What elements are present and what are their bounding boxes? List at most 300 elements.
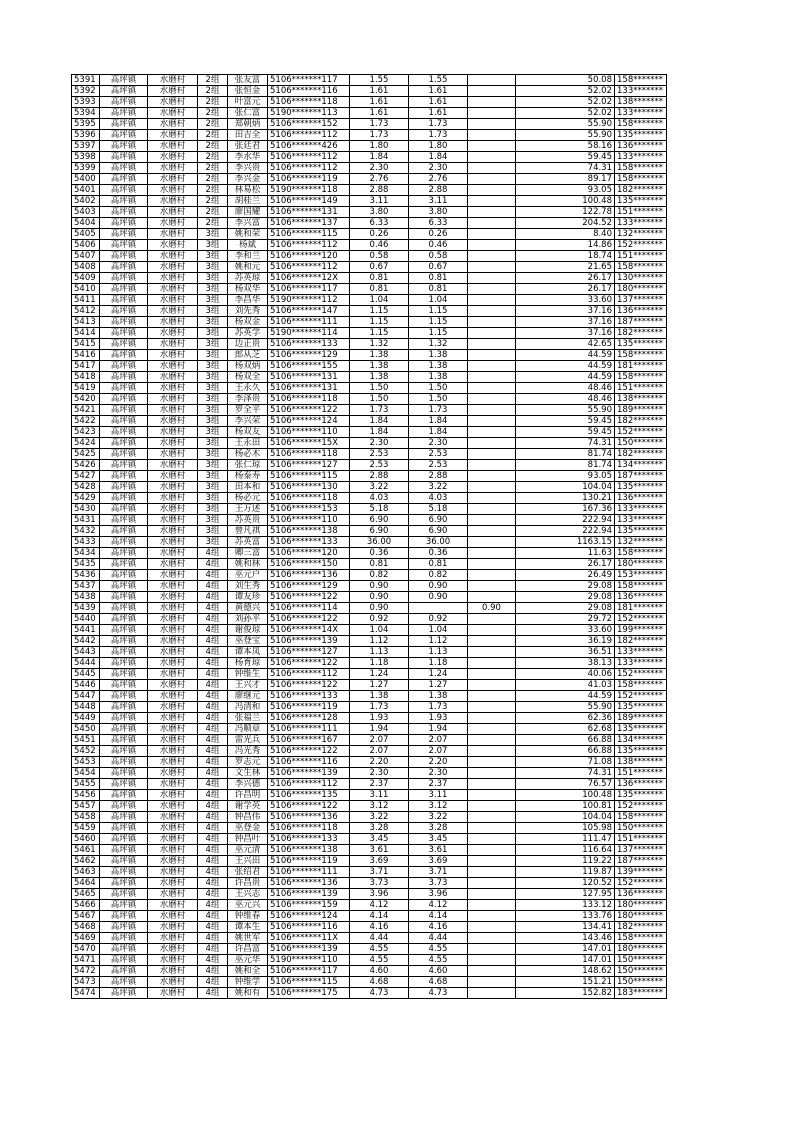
table-row: [72, 955, 667, 966]
cell-village: 水磨村: [148, 460, 198, 471]
cell-village: 水磨村: [148, 603, 198, 614]
cell-id-number: 5106*******115: [268, 471, 350, 482]
cell-group: 2组: [198, 152, 228, 163]
cell-amount: 33.60: [516, 295, 615, 306]
cell-area-1: 2.30: [350, 768, 409, 779]
cell-village: 水磨村: [148, 526, 198, 537]
cell-area-3: [468, 779, 516, 790]
table-row: [72, 350, 667, 361]
cell-amount: 26.17: [516, 559, 615, 570]
cell-area-1: 36.00: [350, 537, 409, 548]
cell-group: 3组: [198, 317, 228, 328]
cell-area-2: 0.46: [409, 240, 468, 251]
cell-town: 高坪镇: [100, 471, 148, 482]
cell-village: 水磨村: [148, 284, 198, 295]
cell-id-number: 5106*******133: [268, 537, 350, 548]
cell-town: 高坪镇: [100, 768, 148, 779]
cell-area-2: 1.12: [409, 636, 468, 647]
cell-village: 水磨村: [148, 878, 198, 889]
cell-row-number: 5392: [72, 86, 100, 97]
table-row: [72, 680, 667, 691]
cell-group: 4组: [198, 933, 228, 944]
cell-group: 2组: [198, 174, 228, 185]
cell-row-number: 5426: [72, 460, 100, 471]
cell-row-number: 5452: [72, 746, 100, 757]
cell-area-2: 1.24: [409, 669, 468, 680]
cell-amount: 222.94: [516, 515, 615, 526]
cell-town: 高坪镇: [100, 900, 148, 911]
cell-phone: 133*******: [615, 152, 667, 163]
cell-village: 水磨村: [148, 196, 198, 207]
cell-village: 水磨村: [148, 779, 198, 790]
cell-phone: 136*******: [615, 592, 667, 603]
cell-area-1: 1.61: [350, 97, 409, 108]
cell-row-number: 5454: [72, 768, 100, 779]
table-row: [72, 823, 667, 834]
cell-town: 高坪镇: [100, 944, 148, 955]
cell-area-1: 1.55: [350, 75, 409, 86]
cell-row-number: 5419: [72, 383, 100, 394]
cell-area-1: 2.88: [350, 185, 409, 196]
cell-area-3: [468, 471, 516, 482]
cell-area-3: [468, 878, 516, 889]
cell-name: 李水华: [228, 152, 268, 163]
cell-group: 4组: [198, 636, 228, 647]
cell-id-number: 5106*******11X: [268, 933, 350, 944]
cell-amount: 26.17: [516, 273, 615, 284]
cell-area-1: 0.82: [350, 570, 409, 581]
table-row: [72, 757, 667, 768]
cell-id-number: 5190*******113: [268, 108, 350, 119]
cell-village: 水磨村: [148, 207, 198, 218]
cell-area-2: 36.00: [409, 537, 468, 548]
cell-village: 水磨村: [148, 295, 198, 306]
cell-area-3: [468, 339, 516, 350]
cell-id-number: 5106*******119: [268, 856, 350, 867]
cell-phone: 158*******: [615, 163, 667, 174]
cell-village: 水磨村: [148, 383, 198, 394]
table-row: [72, 449, 667, 460]
cell-id-number: 5106*******112: [268, 163, 350, 174]
cell-name: 刘先秀: [228, 306, 268, 317]
cell-name: 钟维学: [228, 977, 268, 988]
cell-name: 雷光兵: [228, 735, 268, 746]
cell-area-1: 2.37: [350, 779, 409, 790]
cell-amount: 37.16: [516, 306, 615, 317]
cell-name: 李兴德: [228, 779, 268, 790]
cell-group: 3组: [198, 306, 228, 317]
cell-name: 冯顺章: [228, 724, 268, 735]
cell-area-1: 0.58: [350, 251, 409, 262]
cell-phone: 158*******: [615, 548, 667, 559]
cell-village: 水磨村: [148, 515, 198, 526]
cell-town: 高坪镇: [100, 449, 148, 460]
cell-name: 姚和元: [228, 262, 268, 273]
cell-id-number: 5106*******124: [268, 416, 350, 427]
cell-group: 3组: [198, 427, 228, 438]
cell-area-1: 0.81: [350, 559, 409, 570]
cell-area-3: [468, 482, 516, 493]
cell-phone: 136*******: [615, 306, 667, 317]
cell-name: 边正贵: [228, 339, 268, 350]
cell-town: 高坪镇: [100, 295, 148, 306]
cell-amount: 66.88: [516, 746, 615, 757]
cell-town: 高坪镇: [100, 207, 148, 218]
cell-town: 高坪镇: [100, 779, 148, 790]
cell-phone: 153*******: [615, 570, 667, 581]
cell-area-2: 0.67: [409, 262, 468, 273]
cell-group: 4组: [198, 669, 228, 680]
cell-area-2: 1.18: [409, 658, 468, 669]
table-row: [72, 383, 667, 394]
cell-name: 杨必元: [228, 493, 268, 504]
cell-area-2: 6.90: [409, 526, 468, 537]
table-row: [72, 900, 667, 911]
cell-name: 姚和林: [228, 559, 268, 570]
cell-village: 水磨村: [148, 801, 198, 812]
cell-amount: 11.63: [516, 548, 615, 559]
cell-row-number: 5470: [72, 944, 100, 955]
cell-phone: 158*******: [615, 581, 667, 592]
cell-id-number: 5106*******138: [268, 845, 350, 856]
cell-phone: 150*******: [615, 955, 667, 966]
cell-amount: 36.51: [516, 647, 615, 658]
cell-name: 罗全平: [228, 405, 268, 416]
cell-row-number: 5410: [72, 284, 100, 295]
cell-id-number: 5106*******153: [268, 504, 350, 515]
cell-area-3: [468, 108, 516, 119]
cell-row-number: 5412: [72, 306, 100, 317]
cell-group: 3组: [198, 460, 228, 471]
cell-area-3: [468, 460, 516, 471]
cell-id-number: 5106*******137: [268, 218, 350, 229]
cell-group: 4组: [198, 801, 228, 812]
cell-id-number: 5106*******139: [268, 944, 350, 955]
table-row: [72, 713, 667, 724]
table-row: [72, 405, 667, 416]
cell-area-1: 4.14: [350, 911, 409, 922]
cell-village: 水磨村: [148, 75, 198, 86]
cell-area-3: [468, 669, 516, 680]
cell-id-number: 5106*******127: [268, 460, 350, 471]
cell-area-1: 0.26: [350, 229, 409, 240]
cell-phone: 133*******: [615, 647, 667, 658]
cell-area-3: [468, 515, 516, 526]
cell-row-number: 5429: [72, 493, 100, 504]
cell-phone: 151*******: [615, 383, 667, 394]
cell-name: 李兴荣: [228, 416, 268, 427]
cell-area-2: 3.96: [409, 889, 468, 900]
cell-phone: 189*******: [615, 713, 667, 724]
cell-village: 水磨村: [148, 658, 198, 669]
cell-phone: 180*******: [615, 911, 667, 922]
cell-name: 林易松: [228, 185, 268, 196]
cell-village: 水磨村: [148, 933, 198, 944]
cell-amount: 148.62: [516, 966, 615, 977]
cell-phone: 152*******: [615, 614, 667, 625]
cell-group: 3组: [198, 295, 228, 306]
cell-town: 高坪镇: [100, 229, 148, 240]
cell-phone: 133*******: [615, 218, 667, 229]
cell-row-number: 5413: [72, 317, 100, 328]
cell-id-number: 5106*******111: [268, 724, 350, 735]
cell-row-number: 5469: [72, 933, 100, 944]
cell-name: 钟昌伟: [228, 812, 268, 823]
cell-area-1: 0.81: [350, 284, 409, 295]
cell-town: 高坪镇: [100, 75, 148, 86]
cell-name: 李兴金: [228, 174, 268, 185]
cell-area-3: [468, 559, 516, 570]
cell-area-1: 4.55: [350, 944, 409, 955]
cell-group: 4组: [198, 614, 228, 625]
cell-phone: 182*******: [615, 185, 667, 196]
cell-village: 水磨村: [148, 306, 198, 317]
cell-group: 2组: [198, 86, 228, 97]
cell-id-number: 5106*******117: [268, 75, 350, 86]
cell-village: 水磨村: [148, 251, 198, 262]
cell-village: 水磨村: [148, 416, 198, 427]
cell-name: 王万述: [228, 504, 268, 515]
cell-amount: 133.76: [516, 911, 615, 922]
cell-area-2: 4.16: [409, 922, 468, 933]
cell-area-1: 2.20: [350, 757, 409, 768]
cell-id-number: 5106*******119: [268, 174, 350, 185]
cell-amount: 44.59: [516, 361, 615, 372]
cell-amount: 76.57: [516, 779, 615, 790]
cell-phone: 151*******: [615, 251, 667, 262]
cell-phone: 152*******: [615, 878, 667, 889]
table-row: [72, 867, 667, 878]
cell-village: 水磨村: [148, 427, 198, 438]
cell-town: 高坪镇: [100, 570, 148, 581]
cell-area-1: 1.27: [350, 680, 409, 691]
cell-group: 4组: [198, 856, 228, 867]
cell-group: 4组: [198, 812, 228, 823]
cell-town: 高坪镇: [100, 405, 148, 416]
cell-amount: 26.17: [516, 284, 615, 295]
cell-group: 3组: [198, 449, 228, 460]
cell-group: 4组: [198, 768, 228, 779]
cell-area-2: 1.94: [409, 724, 468, 735]
cell-phone: 137*******: [615, 845, 667, 856]
table-row: [72, 878, 667, 889]
cell-area-1: 1.84: [350, 152, 409, 163]
cell-row-number: 5393: [72, 97, 100, 108]
cell-row-number: 5396: [72, 130, 100, 141]
cell-phone: 130*******: [615, 273, 667, 284]
cell-area-3: [468, 911, 516, 922]
cell-area-3: [468, 394, 516, 405]
cell-name: 王兴才: [228, 680, 268, 691]
table-row: [72, 295, 667, 306]
cell-area-1: 1.13: [350, 647, 409, 658]
cell-area-1: 3.22: [350, 812, 409, 823]
cell-amount: 48.46: [516, 394, 615, 405]
cell-village: 水磨村: [148, 955, 198, 966]
cell-row-number: 5422: [72, 416, 100, 427]
cell-amount: 21.65: [516, 262, 615, 273]
table-row: [72, 97, 667, 108]
cell-town: 高坪镇: [100, 493, 148, 504]
cell-group: 3组: [198, 361, 228, 372]
cell-area-1: 4.16: [350, 922, 409, 933]
cell-village: 水磨村: [148, 163, 198, 174]
cell-area-1: 1.84: [350, 416, 409, 427]
cell-area-1: 1.93: [350, 713, 409, 724]
cell-amount: 100.81: [516, 801, 615, 812]
cell-name: 巫元清: [228, 845, 268, 856]
cell-village: 水磨村: [148, 361, 198, 372]
table-body: [72, 75, 667, 999]
cell-phone: 158*******: [615, 680, 667, 691]
cell-group: 3组: [198, 471, 228, 482]
cell-town: 高坪镇: [100, 867, 148, 878]
cell-name: 郑朝炳: [228, 119, 268, 130]
cell-amount: 36.19: [516, 636, 615, 647]
cell-phone: 134*******: [615, 735, 667, 746]
cell-area-3: [468, 548, 516, 559]
cell-area-1: 6.90: [350, 515, 409, 526]
cell-area-1: 1.38: [350, 691, 409, 702]
cell-village: 水磨村: [148, 152, 198, 163]
cell-row-number: 5398: [72, 152, 100, 163]
cell-amount: 93.05: [516, 471, 615, 482]
table-row: [72, 75, 667, 86]
cell-row-number: 5449: [72, 713, 100, 724]
cell-area-3: [468, 218, 516, 229]
cell-village: 水磨村: [148, 449, 198, 460]
cell-area-3: [468, 922, 516, 933]
cell-name: 杨必木: [228, 449, 268, 460]
cell-amount: 100.48: [516, 790, 615, 801]
cell-village: 水磨村: [148, 922, 198, 933]
cell-name: 冯清和: [228, 702, 268, 713]
cell-area-3: [468, 328, 516, 339]
cell-group: 4组: [198, 922, 228, 933]
cell-row-number: 5397: [72, 141, 100, 152]
cell-town: 高坪镇: [100, 504, 148, 515]
cell-group: 4组: [198, 900, 228, 911]
cell-village: 水磨村: [148, 614, 198, 625]
cell-group: 4组: [198, 581, 228, 592]
cell-group: 4组: [198, 955, 228, 966]
cell-id-number: 5106*******136: [268, 570, 350, 581]
cell-area-2: 1.50: [409, 394, 468, 405]
cell-amount: 48.46: [516, 383, 615, 394]
cell-name: 张友富: [228, 75, 268, 86]
cell-village: 水磨村: [148, 262, 198, 273]
cell-amount: 127.95: [516, 889, 615, 900]
cell-phone: 180*******: [615, 284, 667, 295]
cell-phone: 135*******: [615, 339, 667, 350]
table-row: [72, 416, 667, 427]
cell-area-2: 1.93: [409, 713, 468, 724]
cell-area-1: 1.80: [350, 141, 409, 152]
cell-id-number: 5106*******117: [268, 284, 350, 295]
cell-area-3: [468, 988, 516, 999]
cell-area-1: 2.30: [350, 438, 409, 449]
cell-phone: 180*******: [615, 900, 667, 911]
cell-village: 水磨村: [148, 581, 198, 592]
cell-id-number: 5106*******120: [268, 548, 350, 559]
cell-area-3: [468, 713, 516, 724]
cell-area-1: 1.12: [350, 636, 409, 647]
cell-amount: 122.78: [516, 207, 615, 218]
cell-name: 苏英琼: [228, 273, 268, 284]
cell-phone: 181*******: [615, 603, 667, 614]
cell-amount: 93.05: [516, 185, 615, 196]
cell-area-2: 1.61: [409, 108, 468, 119]
cell-group: 3组: [198, 240, 228, 251]
cell-phone: 135*******: [615, 196, 667, 207]
cell-village: 水磨村: [148, 889, 198, 900]
cell-id-number: 5106*******175: [268, 988, 350, 999]
cell-area-3: [468, 196, 516, 207]
table-row: [72, 911, 667, 922]
cell-village: 水磨村: [148, 372, 198, 383]
cell-phone: 139*******: [615, 867, 667, 878]
cell-name: 李昌华: [228, 295, 268, 306]
cell-group: 3组: [198, 493, 228, 504]
cell-id-number: 5106*******139: [268, 889, 350, 900]
cell-name: 冯光秀: [228, 746, 268, 757]
table-row: [72, 614, 667, 625]
cell-village: 水磨村: [148, 735, 198, 746]
cell-area-1: 1.73: [350, 119, 409, 130]
cell-area-3: [468, 592, 516, 603]
cell-town: 高坪镇: [100, 856, 148, 867]
cell-amount: 74.31: [516, 768, 615, 779]
cell-area-2: 1.04: [409, 295, 468, 306]
cell-name: 杨斌: [228, 240, 268, 251]
cell-area-1: 6.33: [350, 218, 409, 229]
cell-group: 2组: [198, 75, 228, 86]
cell-group: 2组: [198, 196, 228, 207]
cell-village: 水磨村: [148, 691, 198, 702]
cell-area-2: 2.07: [409, 735, 468, 746]
table-row: [72, 922, 667, 933]
cell-area-2: 3.22: [409, 482, 468, 493]
cell-area-2: 1.73: [409, 405, 468, 416]
cell-amount: 111.47: [516, 834, 615, 845]
table-row: [72, 427, 667, 438]
cell-area-1: 1.50: [350, 383, 409, 394]
cell-town: 高坪镇: [100, 515, 148, 526]
cell-area-3: [468, 724, 516, 735]
cell-row-number: 5451: [72, 735, 100, 746]
cell-group: 2组: [198, 97, 228, 108]
cell-id-number: 5106*******115: [268, 977, 350, 988]
cell-group: 4组: [198, 746, 228, 757]
table-row: [72, 592, 667, 603]
cell-group: 2组: [198, 130, 228, 141]
cell-group: 4组: [198, 680, 228, 691]
cell-group: 2组: [198, 163, 228, 174]
cell-group: 2组: [198, 141, 228, 152]
cell-area-2: 1.84: [409, 416, 468, 427]
cell-area-3: [468, 119, 516, 130]
cell-id-number: 5106*******112: [268, 779, 350, 790]
cell-phone: 133*******: [615, 86, 667, 97]
cell-amount: 29.08: [516, 581, 615, 592]
cell-amount: 52.02: [516, 108, 615, 119]
cell-phone: 187*******: [615, 317, 667, 328]
cell-group: 3组: [198, 482, 228, 493]
cell-name: 卿三富: [228, 548, 268, 559]
cell-row-number: 5402: [72, 196, 100, 207]
cell-row-number: 5427: [72, 471, 100, 482]
cell-town: 高坪镇: [100, 834, 148, 845]
